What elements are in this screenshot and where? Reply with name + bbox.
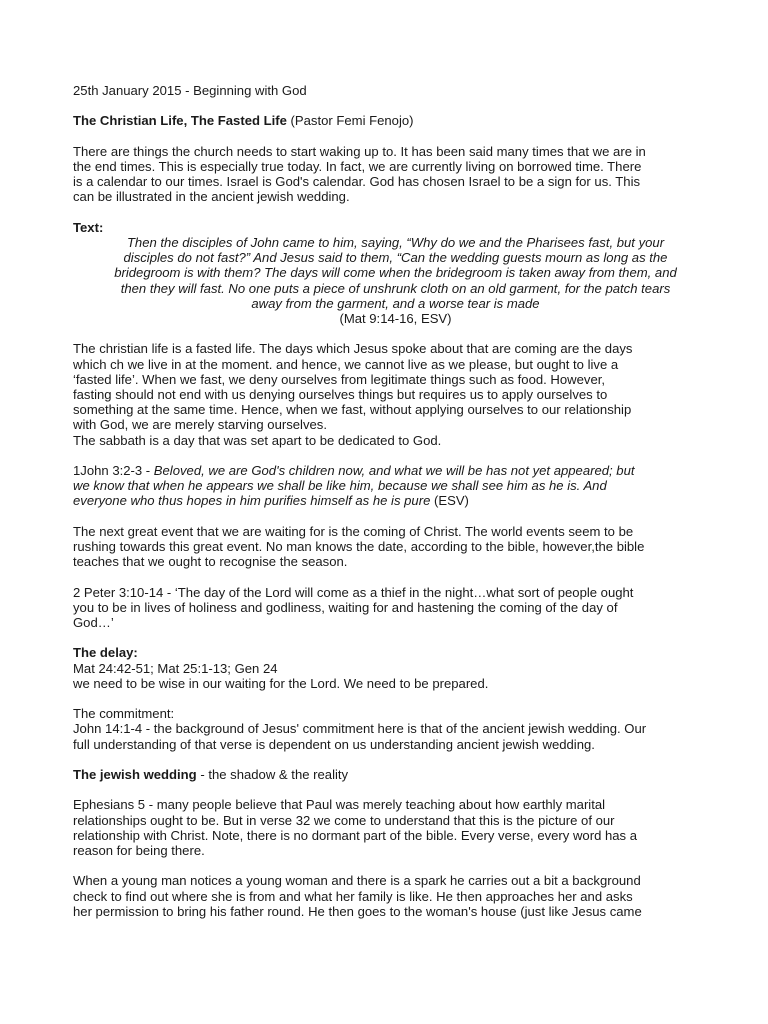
wedding-heading xyxy=(73,767,718,782)
scripture-line xyxy=(73,250,718,265)
text-line: fasting should not end with us denying ourselves things but requires us to apply ourselves to xyxy=(73,387,608,402)
sermon-title: The Christian Life, The Fasted Life xyxy=(73,113,287,129)
john-quote: Beloved, we are God's children now, and what we will be has not yet appeared; but xyxy=(153,463,635,478)
john-quote: everyone who thus hopes in him purifies himself as he is pure xyxy=(73,493,431,509)
text-line: full understanding of that verse is dependent on us understanding ancient jewish wedding. xyxy=(73,736,595,752)
text-line: reason for being there. xyxy=(73,842,205,858)
scripture-line xyxy=(73,281,718,296)
text-line: God…’ xyxy=(73,615,114,630)
text-line: rushing towards this great event. No man knows the date, according to the bible, however,the bible xyxy=(73,539,645,554)
wedding-heading-bold: The jewish wedding xyxy=(73,766,197,782)
text-line: is a calendar to our times. Israel is God's calendar. God has chosen Israel to be a sign for us. This xyxy=(73,174,641,190)
john-paragraph xyxy=(73,463,718,509)
text-line: you to be in lives of holiness and godliness, waiting for and hastening the coming of the day of xyxy=(73,599,618,615)
scripture-text: disciples do not fast?” And Jesus said to them, “Can the wedding guests mourn as long as the xyxy=(123,250,668,266)
scripture-line xyxy=(73,265,718,280)
text-line: relationship with Christ. Note, there is no dormant part of the bible. Every verse, every word has a xyxy=(73,827,638,843)
scripture-line xyxy=(73,235,718,250)
scripture-text: bridegroom is with them? The days will come when the bridegroom is taken away from them, and xyxy=(114,265,677,281)
john-reference: 1John 3:2-3 - xyxy=(73,463,154,478)
delay-references: Mat 24:42-51; Mat 25:1-13; Gen 24 xyxy=(73,660,278,676)
text-line: The next great event that we are waiting for is the coming of Christ. The world events seem to be xyxy=(73,523,634,539)
wedding-heading-suffix: - the shadow & the reality xyxy=(196,766,349,782)
scripture-quote xyxy=(73,235,718,326)
intro-paragraph xyxy=(73,144,718,205)
text-line: relationships ought to be. But in verse 32 we come to understand that this is the picture of our xyxy=(73,812,615,828)
text-line: something at the same time. Hence, when we fast, without applying ourselves to our relationship xyxy=(73,402,632,418)
text-line xyxy=(73,478,718,493)
coming-paragraph xyxy=(73,524,718,570)
text-line: we need to be wise in our waiting for the Lord. We need to be prepared. xyxy=(73,675,489,691)
text-line: which ch we live in at the moment. and hence, we cannot live as we please, but ought to live a xyxy=(73,356,619,372)
scripture-text: then they will fast. No one puts a piece of unshrunk cloth on an old garment, for the patch tears xyxy=(120,280,671,296)
john-quote: we know that when he appears we shall be like him, because we shall see him as he is. And xyxy=(73,478,607,494)
scripture-text: away from the garment, and a worse tear is made xyxy=(251,295,540,311)
ephesians-paragraph xyxy=(73,797,718,858)
text-line xyxy=(73,463,718,478)
text-line: When a young man notices a young woman and there is a spark he carries out a bit a background xyxy=(73,873,641,889)
commitment-heading: The commitment: xyxy=(73,706,175,722)
text-line: There are things the church needs to start waking up to. It has been said many times that we are in xyxy=(73,143,646,159)
text-line: her permission to bring his father round. He then goes to the woman's house (just like Jesus came xyxy=(73,903,642,919)
john-version: (ESV) xyxy=(430,493,469,509)
text-line: check to find out where she is from and what her family is like. He then approaches her and asks xyxy=(73,888,633,904)
sermon-heading xyxy=(73,113,718,128)
text-line: 2 Peter 3:10-14 - ‘The day of the Lord will come as a thief in the night…what sort of people ought xyxy=(73,584,634,600)
scripture-line xyxy=(73,296,718,311)
delay-heading: The delay: xyxy=(73,645,138,661)
commitment-section xyxy=(73,706,718,752)
young-man-paragraph xyxy=(73,873,718,919)
text-heading-label: Text: xyxy=(73,219,104,235)
text-line: the end times. This is especially true today. In fact, we are currently living on borrowed time. There xyxy=(73,158,642,174)
date-line: 25th January 2015 - Beginning with God xyxy=(73,83,307,98)
sermon-speaker: (Pastor Femi Fenojo) xyxy=(286,113,414,129)
text-line: The christian life is a fasted life. The days which Jesus spoke about that are coming are the days xyxy=(73,341,633,357)
fasted-life-paragraph xyxy=(73,341,718,447)
text-line: can be illustrated in the ancient jewish wedding. xyxy=(73,189,350,205)
text-line: John 14:1-4 - the background of Jesus' commitment here is that of the ancient jewish wedding. Our xyxy=(73,721,647,737)
text-line: ‘fasted life’. When we fast, we deny ourselves from legitimate things such as food. However, xyxy=(73,371,606,387)
text-heading xyxy=(73,220,718,235)
text-line: Ephesians 5 - many people believe that Paul was merely teaching about how earthly marital xyxy=(73,797,606,813)
text-line: teaches that we ought to recognise the season. xyxy=(73,554,348,570)
section-heading xyxy=(73,645,718,660)
text-line: with God, we are merely starving ourselves. xyxy=(73,417,327,433)
delay-section xyxy=(73,645,718,691)
scripture-text: Then the disciples of John came to him, saying, “Why do we and the Pharisees fast, but your xyxy=(126,234,665,250)
text-line: The sabbath is a day that was set apart to be dedicated to God. xyxy=(73,432,442,448)
scripture-reference: (Mat 9:14-16, ESV) xyxy=(339,311,452,326)
text-line xyxy=(73,493,718,508)
peter-paragraph xyxy=(73,585,718,631)
